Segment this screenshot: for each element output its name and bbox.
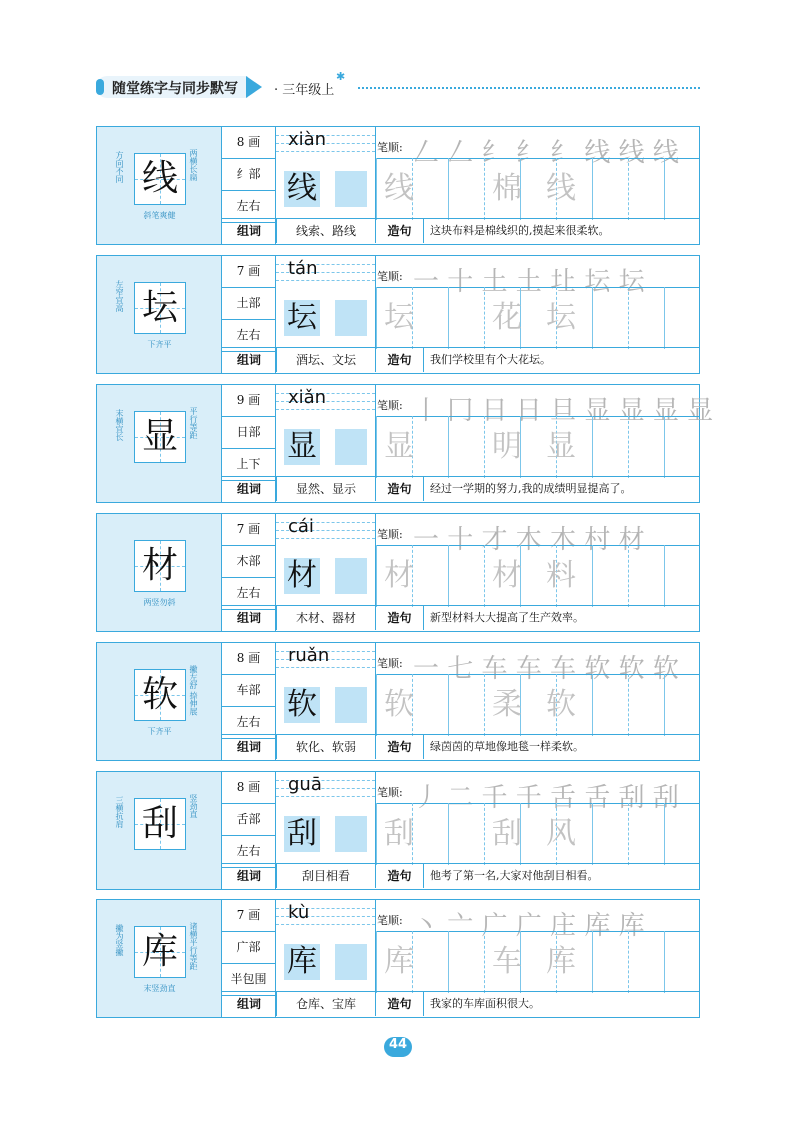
radical: 广部: [222, 932, 275, 964]
model-panel: [97, 514, 222, 631]
model-panel: [97, 256, 222, 373]
tip-left: 撇为竖撇: [115, 924, 124, 956]
practice-char: 显: [546, 429, 576, 464]
shadow-block: [335, 558, 367, 594]
character-card: [96, 642, 700, 761]
trace-char: 坛: [284, 300, 320, 336]
words-label: 组词: [236, 353, 261, 367]
example-sentence: 经过一学期的努力,我的成绩明显提高了。: [430, 482, 632, 495]
pinyin: xiǎn: [288, 387, 327, 408]
header-accent-bar: [96, 79, 104, 95]
usage-row: [222, 863, 699, 889]
model-char-box: [134, 411, 186, 463]
example-sentence: 绿茵茵的草地像地毯一样柔软。: [430, 740, 584, 753]
strokes-label: 笔顺:: [377, 141, 403, 154]
structure: 左右: [222, 836, 275, 868]
radical: 车部: [222, 675, 275, 707]
sentence-label: 造句: [376, 348, 424, 372]
model-char-box: [134, 669, 186, 721]
model-char: 库: [141, 931, 178, 972]
shadow-block: [335, 300, 367, 336]
trace-char: 显: [284, 429, 320, 465]
word-examples: 软化、软弱: [276, 735, 376, 759]
character-card: [96, 255, 700, 374]
model-char: 显: [141, 416, 178, 457]
header-subtitle: · 三年级上: [274, 83, 335, 98]
sentence-label: 造句: [376, 606, 424, 630]
practice-char: 明: [492, 429, 522, 464]
example-sentence: 我家的车库面积很大。: [430, 997, 540, 1010]
stroke-order: 丨 冂 日 日 旦 显 显 显 显: [413, 396, 714, 426]
practice-char: 风: [546, 816, 576, 851]
shadow-block: [335, 171, 367, 207]
usage-row: [222, 605, 699, 631]
stroke-count: 7 画: [222, 900, 275, 932]
practice-char: 料: [546, 558, 576, 593]
stroke-count: 8 画: [222, 643, 275, 675]
strokes-label: 笔顺:: [377, 914, 403, 927]
header-dotted-line: [358, 87, 700, 89]
stroke-order: 𠃋 𠃋 纟 纟 纟 线 线 线: [413, 138, 679, 168]
sentence-label: 造句: [376, 219, 424, 243]
model-char: 坛: [141, 287, 178, 328]
shadow-block: [335, 429, 367, 465]
shadow-block: [335, 687, 367, 723]
practice-char: 软: [384, 687, 414, 722]
model-char-box: [134, 798, 186, 850]
stroke-order: 一 十 土 土 圵 坛 坛: [413, 267, 645, 297]
tip-right: 撇左舒 捺伸展: [189, 665, 198, 716]
structure: 上下: [222, 449, 275, 481]
tip-bottom: 下齐平: [147, 340, 172, 349]
row-divider: [376, 287, 700, 288]
structure: 左右: [222, 191, 275, 223]
practice-char: 库: [384, 944, 414, 979]
tip-bottom: 两竖勿斜: [143, 598, 176, 607]
model-panel: [97, 385, 222, 502]
stroke-order: 一 七 车 车 车 软 软 软: [413, 654, 679, 684]
radical: 木部: [222, 546, 275, 578]
structure: 左右: [222, 320, 275, 352]
strokes-label: 笔顺:: [377, 786, 403, 799]
practice-char: 柔: [492, 687, 522, 722]
structure: 左右: [222, 578, 275, 610]
model-char-box: [134, 540, 186, 592]
words-label: 组词: [236, 740, 261, 754]
radical: 日部: [222, 417, 275, 449]
trace-char: 线: [284, 171, 320, 207]
practice-char: 软: [546, 687, 576, 722]
tip-bottom: 下齐平: [147, 727, 172, 736]
words-label: 组词: [236, 611, 261, 625]
pinyin: guā: [288, 774, 322, 795]
row-divider: [376, 158, 700, 159]
practice-char: 库: [546, 944, 576, 979]
tip-bottom: 末竖劲直: [143, 984, 176, 993]
stroke-count: 9 画: [222, 385, 275, 417]
shadow-block: [335, 816, 367, 852]
model-char: 刮: [141, 803, 178, 844]
strokes-label: 笔顺:: [377, 399, 403, 412]
words-label: 组词: [236, 224, 261, 238]
row-divider: [376, 803, 700, 804]
word-examples: 仓库、宝库: [276, 992, 376, 1016]
stroke-count: 7 画: [222, 514, 275, 546]
trace-char: 软: [284, 687, 320, 723]
strokes-label: 笔顺:: [377, 270, 403, 283]
word-examples: 木材、器材: [276, 606, 376, 630]
word-examples: 显然、显示: [276, 477, 376, 501]
structure: 左右: [222, 707, 275, 739]
practice-char: 线: [384, 171, 414, 206]
words-label: 组词: [236, 997, 261, 1011]
practice-char: 坛: [546, 300, 576, 335]
tip-right: 两横长扁: [189, 149, 198, 181]
row-divider: [376, 416, 700, 417]
tip-left: 三横抗肩: [115, 796, 124, 828]
tip-right: 诸横平行等距: [189, 922, 198, 970]
pinyin: cái: [288, 516, 314, 537]
trace-char: 库: [284, 944, 320, 980]
stroke-order: 一 十 才 木 木 村 材: [413, 525, 645, 555]
tip-right: 竖劲直: [189, 794, 198, 818]
pinyin: kù: [288, 902, 310, 923]
practice-char: 显: [384, 429, 414, 464]
practice-char: 刮: [492, 816, 522, 851]
character-card: [96, 513, 700, 632]
practice-char: 坛: [384, 300, 414, 335]
practice-char: 花: [492, 300, 522, 335]
usage-row: [222, 476, 699, 502]
example-sentence: 我们学校里有个大花坛。: [430, 353, 551, 366]
model-char: 材: [141, 545, 178, 586]
practice-char: 材: [384, 558, 414, 593]
star-icon: ✱: [336, 70, 346, 83]
pinyin: ruǎn: [288, 645, 330, 666]
model-char-box: [134, 926, 186, 978]
usage-row: [222, 991, 699, 1017]
usage-row: [222, 218, 699, 244]
practice-char: 车: [492, 944, 522, 979]
structure: 半包围: [222, 964, 275, 996]
radical: 舌部: [222, 804, 275, 836]
header-title: 随堂练字与同步默写: [112, 81, 238, 97]
pinyin: tán: [288, 258, 318, 279]
example-sentence: 他考了第一名,大家对他刮目相看。: [430, 869, 599, 882]
pinyin: xiàn: [288, 129, 327, 150]
example-sentence: 这块布料是棉线织的,摸起来很柔软。: [430, 224, 610, 237]
header-arrow-icon: [246, 76, 262, 98]
model-char-box: [134, 282, 186, 334]
word-examples: 酒坛、文坛: [276, 348, 376, 372]
stroke-count: 7 画: [222, 256, 275, 288]
word-examples: 线索、路线: [276, 219, 376, 243]
tip-left: 左窄宜高: [115, 280, 124, 312]
character-card: [96, 384, 714, 503]
strokes-label: 笔顺:: [377, 657, 403, 670]
tip-bottom: 斜笔爽健: [143, 211, 176, 220]
strokes-label: 笔顺:: [377, 528, 403, 541]
sentence-label: 造句: [376, 477, 424, 501]
example-sentence: 新型材料大大提高了生产效率。: [430, 611, 584, 624]
practice-char: 线: [546, 171, 576, 206]
sentence-label: 造句: [376, 735, 424, 759]
row-divider: [376, 545, 700, 546]
stroke-count: 8 画: [222, 127, 275, 159]
model-char-box: [134, 153, 186, 205]
words-label: 组词: [236, 869, 261, 883]
radical: 纟部: [222, 159, 275, 191]
words-label: 组词: [236, 482, 261, 496]
model-char: 线: [141, 158, 178, 199]
model-panel: [97, 772, 222, 889]
page-header: [96, 70, 700, 98]
radical: 土部: [222, 288, 275, 320]
character-card: [96, 126, 700, 245]
usage-row: [222, 734, 699, 760]
model-char: 软: [141, 674, 178, 715]
tip-right: 平行等距: [189, 407, 198, 439]
sentence-label: 造句: [376, 992, 424, 1016]
word-examples: 刮目相看: [276, 864, 376, 888]
page-number: 44: [384, 1037, 412, 1057]
character-card: [96, 899, 700, 1018]
stroke-order: 丶 亠 广 广 庄 库 库: [413, 911, 645, 941]
tip-left: 方向不同: [115, 151, 124, 183]
practice-char: 材: [492, 558, 522, 593]
usage-row: [222, 347, 699, 373]
shadow-block: [335, 944, 367, 980]
stroke-order: 丿 二 千 千 舌 舌 刮 刮: [413, 783, 679, 813]
sentence-label: 造句: [376, 864, 424, 888]
model-panel: [97, 643, 222, 760]
practice-char: 刮: [384, 816, 414, 851]
tip-left: 末横宜长: [115, 409, 124, 441]
model-panel: [97, 900, 222, 1017]
trace-char: 刮: [284, 816, 320, 852]
trace-char: 材: [284, 558, 320, 594]
model-panel: [97, 127, 222, 244]
practice-char: 棉: [492, 171, 522, 206]
stroke-count: 8 画: [222, 772, 275, 804]
character-card: [96, 771, 700, 890]
row-divider: [376, 931, 700, 932]
row-divider: [376, 674, 700, 675]
